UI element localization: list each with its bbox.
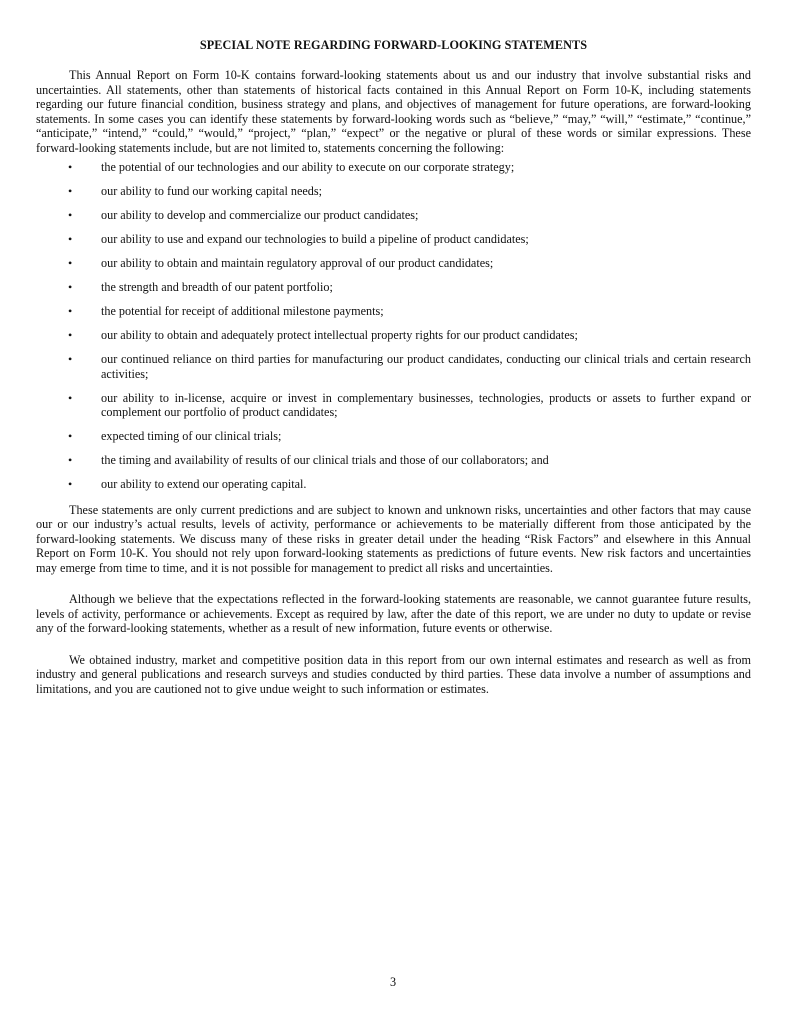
intro-paragraph: This Annual Report on Form 10-K contains forward-looking statements about us and our industry that involve substantial risks and uncertainties. All statements, other than statements of historical facts contained in this Annual Report on Form 10-K, including statements regarding our future financial condition, business strategy and plans, and objectives of management for future operations, are forward-looking statements. In some cases you can identify these statements by forward-looking words such as “believe,” “may,” “will,” “estimate,” “continue,” “anticipate,” “intend,” “could,” “would,” “project,” “plan,” “expect” or the negative or plural of these words or similar expressions. These forward-looking statements include, but are not limited to, statements concerning the following: [36,68,751,155]
list-item-text: our continued reliance on third parties for manufacturing our product candidates, conducting our clinical trials and certain research activities; [101,352,751,381]
bullet-icon: • [68,280,73,294]
list-item-text: the timing and availability of results of our clinical trials and those of our collaborators; and [101,453,549,467]
list-item [36,477,751,492]
list-item-text: the potential of our technologies and our ability to execute on our corporate strategy; [101,160,515,174]
bullet-icon: • [68,429,73,443]
list-item-text: our ability to use and expand our technologies to build a pipeline of product candidates; [101,232,529,246]
bullet-icon: • [68,328,73,342]
document-page [36,38,751,713]
list-item-text: our ability to develop and commercialize our product candidates; [101,208,419,222]
forward-looking-list [36,160,751,492]
bullet-icon: • [68,453,73,467]
list-item-text: the potential for receipt of additional milestone payments; [101,304,384,318]
list-item-text: our ability to extend our operating capital. [101,477,307,491]
bullet-icon: • [68,208,73,222]
list-item-text: expected timing of our clinical trials; [101,429,282,443]
list-item-text: our ability to obtain and maintain regulatory approval of our product candidates; [101,256,494,270]
list-item [36,256,751,271]
risk-paragraph: These statements are only current predictions and are subject to known and unknown risks, uncertainties and other factors that may cause our or our industry’s actual results, levels of activity, performance or achievements to be materially different from those anticipated by the forward-looking statements. We discuss many of these risks in greater detail under the heading “Risk Factors” and elsewhere in this Annual Report on Form 10-K. You should not rely upon forward-looking statements as predictions of future events. New risk factors and uncertainties may emerge from time to time, and it is not possible for management to predict all risks and uncertainties. [36,502,751,575]
list-item-text: the strength and breadth of our patent portfolio; [101,280,333,294]
list-item [36,184,751,199]
list-item [36,453,751,468]
bullet-icon: • [68,232,73,246]
bullet-icon: • [68,352,73,366]
bullet-icon: • [68,477,73,491]
section-title: SPECIAL NOTE REGARDING FORWARD-LOOKING STATEMENTS [199,38,588,52]
list-item [36,352,751,381]
bullet-icon: • [68,390,73,405]
industry-data-paragraph: We obtained industry, market and competitive position data in this report from our own internal estimates and research as well as from industry and general publications and research surveys and studies conducted by third parties. These data involve a number of assumptions and limitations, and you are cautioned not to give undue weight to such information or estimates. [36,652,751,696]
expectations-paragraph: Although we believe that the expectations reflected in the forward-looking statements are reasonable, we cannot guarantee future results, levels of activity, performance or achievements. Except as required by law, after the date of this report, we are under no duty to update or revise any of the forward-looking statements, whether as a result of new information, future events or otherwise. [36,592,751,635]
list-item [36,160,751,175]
list-item [36,304,751,319]
list-item [36,429,751,444]
list-item-text: our ability to fund our working capital needs; [101,184,323,198]
page-number: 3 [389,975,397,989]
list-item [36,328,751,343]
bullet-icon: • [68,184,73,198]
list-item-text: our ability to obtain and adequately protect intellectual property rights for our product candidates; [101,328,578,342]
bullet-icon: • [68,160,73,174]
list-item [36,208,751,223]
list-item [36,232,751,247]
list-item [36,391,751,420]
list-item [36,280,751,295]
bullet-icon: • [68,256,73,270]
list-item-text: our ability to in-license, acquire or invest in complementary businesses, technologies, products or assets to further expand or complement our portfolio of product candidates; [101,390,751,419]
bullet-icon: • [68,304,73,318]
